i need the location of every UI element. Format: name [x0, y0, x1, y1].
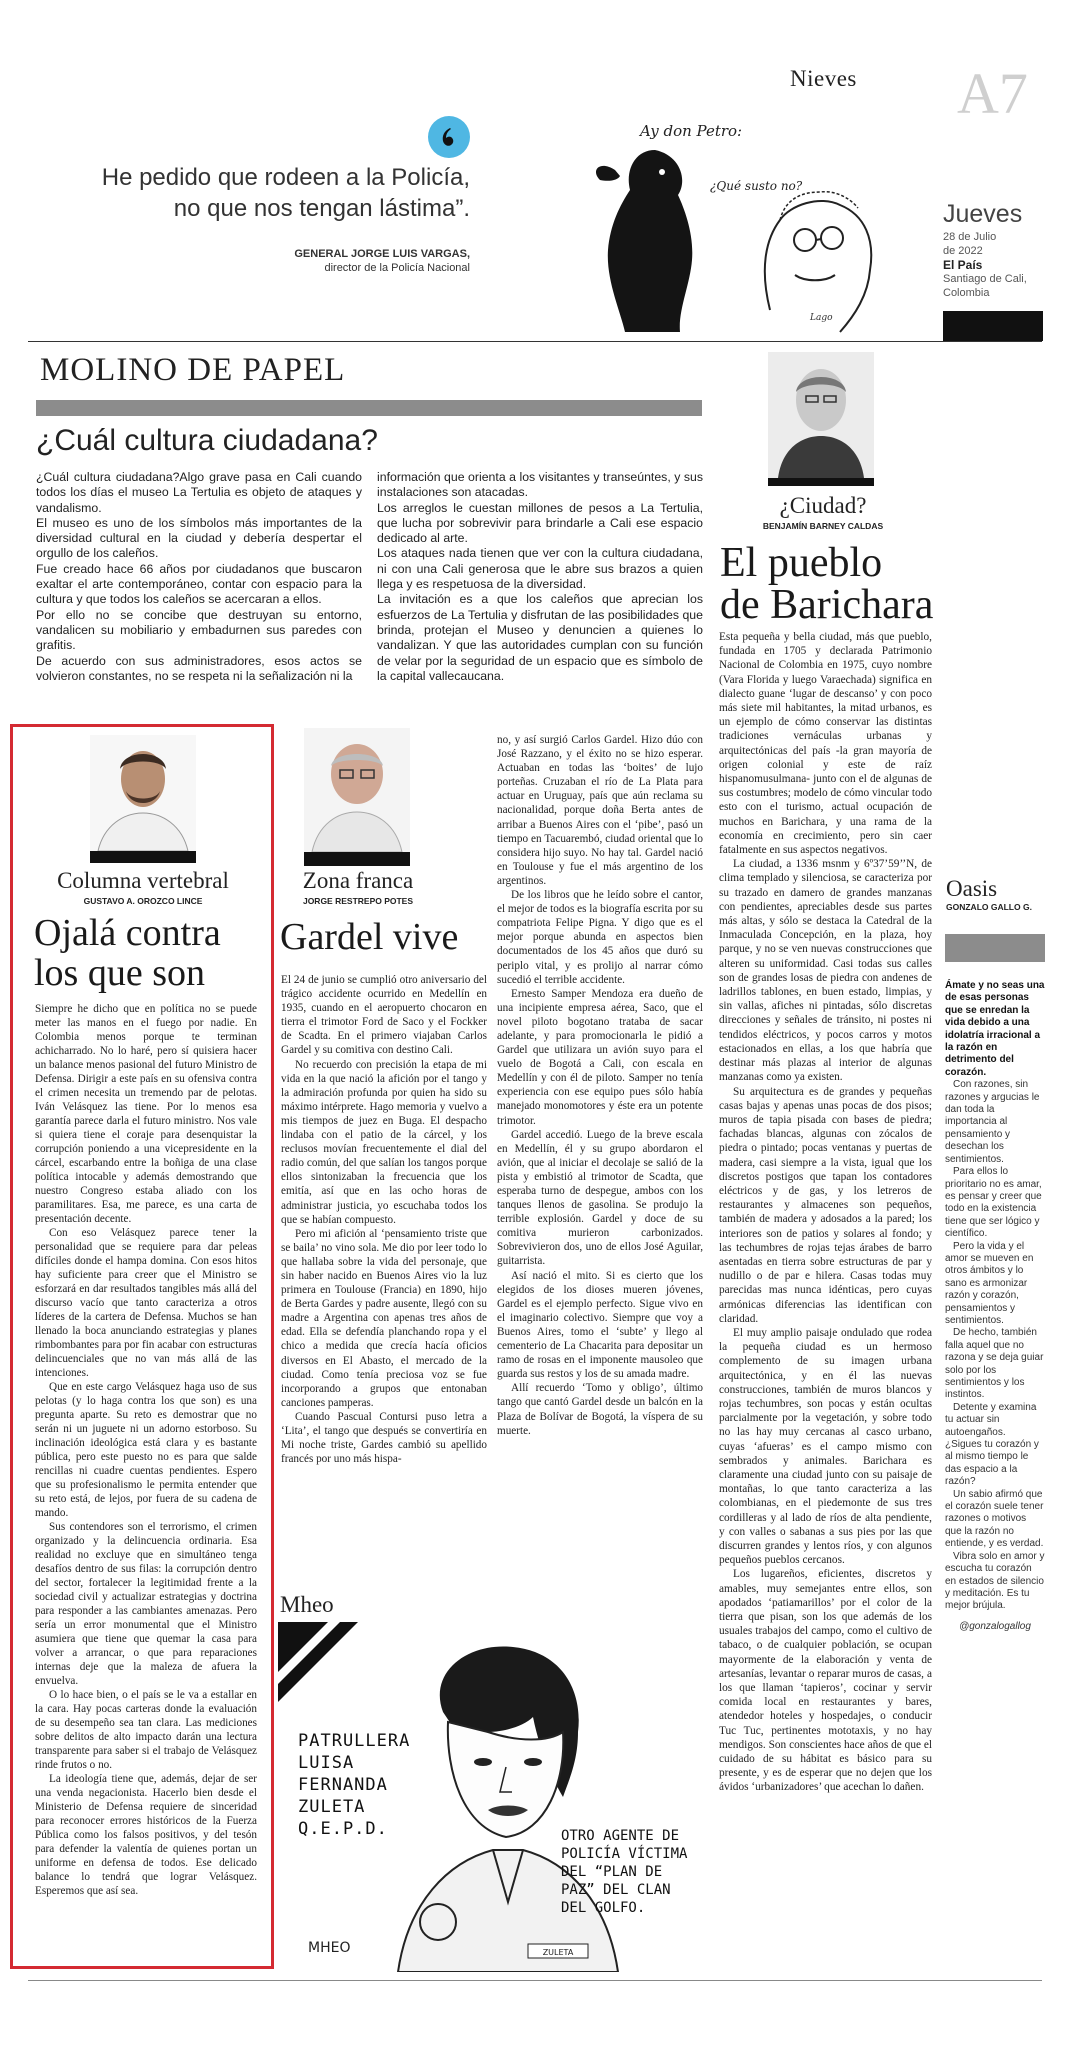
- author-photo-restrepo: [304, 728, 410, 866]
- columna-kicker: Columna vertebral: [57, 868, 229, 893]
- molino-headline: ¿Cuál cultura ciudadana?: [36, 424, 378, 457]
- zona-col-2: [497, 733, 703, 1438]
- year-label: de 2022: [943, 245, 983, 257]
- oasis-p6: Un sabio afirmó que el corazón suele tener razones o motivos que la razón no entiende, y es verdad.: [945, 1488, 1044, 1550]
- oasis-p1: Con razones, sin razones y argucias le dan toda la importancia al pensamiento y desechan los sentimientos.: [945, 1079, 1040, 1165]
- ciudad-p5: Los lugareños, eficientes, discretos y amables, muy semejantes entre ellos, son apodados ‘patiamarillos’ por el color de la tierra que pisan, son los que además de los usuales trabajos del campo, como el cultivo de tabaco, o de cualquier población, se ocupan mayormente de la elaboración y venta de artesanías, levantar o reparar muros de casas, a los que llaman ‘tapieros’, cocinar y servir comida local en restaurantes y bares, atendedor hoteles y hospedajes, o conducir Tuc Tuc, pertinentes mototaxis, y no hay mendigos. Son conscientes hace años de que el cuidado de su hábitat es básico para su presente, y es de esperar que no dejen que los ávidos ‘urbanizadores’ que acechan lo dañen.: [719, 1568, 932, 1794]
- zona-p5: no, y así surgió Carlos Gardel. Hizo dúo con José Razzano, y el éxito no se hizo esperar. Actuaban en todas las ‘boites’ de lujo porteñas. Cruzaban el río de La Plata para actuar en Uruguay, país que aún reclama su nacionalidad, porque doña Berta antes de arribar a Buenos Aires con el ‘pibe’, pasó un tiempo en Tacuarembó, ciudad oriental que lo considera hijo suyo. No hay tal. Gardel nació en Toulouse y fue el más argentino de los argentinos.: [497, 734, 703, 887]
- ciudad-body: [719, 630, 932, 1795]
- ciudad-headline-2: de Barichara: [720, 582, 934, 628]
- molino-col-1: [36, 470, 362, 684]
- oasis-p5: Detente y examina tu actuar sin autoengaños. ¿Sigues tu corazón y al mismo tiempo le das espacio a la razón?: [945, 1401, 1039, 1488]
- columna-author: GUSTAVO A. OROZCO LINCE: [83, 896, 203, 906]
- columna-headline-1: Ojalá contra: [34, 912, 221, 954]
- cartoon-bubble: ¿Qué susto no?: [710, 179, 803, 193]
- columna-headline: [34, 913, 221, 993]
- molino-p4: Por ello no se concibe que destruyan su entorno, vandalicen su mobiliario y embadurnen sus paredes con grafitis.: [36, 607, 362, 653]
- dateline-black-bar: [943, 311, 1043, 341]
- day-label: Jueves: [943, 200, 1023, 228]
- molino-p7: Los arreglos le cuestan millones de pesos a La Tertulia, que lucha por sobrevivir para brindarle a Cali ese espacio dedicado al arte.: [377, 500, 703, 546]
- zona-p9: Así nació el mito. Si es cierto que los elegidos de los dioses mueren jóvenes, Gardel es el ejemplo perfecto. Sigue vivo en el imaginario colectivo. Siempre que voy a Buenos Aires, tomo el ‘subte’ y llego al cementerio de La Chacarita para depositar un ramo de rosas en el imponente mausoleo que guarda sus restos y los de su amada madre.: [497, 1269, 703, 1381]
- columna-p5: O lo hace bien, o el país se le va a estallar en la cara. Hay pocas carteras donde la evaluación de su desempeño sea tan clara. Las mediciones sobre delitos de alto impacto darán una lectura transparente para saber si el trabajo de Velásquez rinde frutos o no.: [35, 1689, 257, 1771]
- molino-p5: De acuerdo con sus administradores, esos actos se volvieron constantes, no se respeta ni la señalización ni la: [36, 653, 362, 683]
- oasis-p3: Pero la vida y el amor se mueven en otros ámbitos y lo sano es armonizar razón y corazón, pensamientos y sentimientos.: [945, 1240, 1034, 1326]
- molino-p2: El museo es uno de los símbolos más importantes de la diversidad cultural en la ciudad y debería despertar el orgullo de los caleños.: [36, 515, 362, 561]
- molino-p9: La invitación es a que los caleños que aprecian los esfuerzos de La Tertulia y disfrutan de las posibilidades que brinda, protejan el Museo y denuncien a quienes lo vandalizan. Y que las autoridades cumplan con su función de velar por la seguridad de un espacio que es símbolo de la capital vallecaucana.: [377, 592, 703, 683]
- quote-line-1: He pedido que rodeen a la Policía,: [101, 164, 470, 191]
- oasis-p7: Vibra solo en amor y escucha tu corazón en estados de silencio y meditación. Es tu mejor brújula.: [945, 1550, 1045, 1612]
- ciudad-p3: Su arquitectura es de grandes y pequeñas casas bajas y apenas unas pocas de dos pisos; muros de tapia pisada con bases de piedra; fachadas blancas, algunas con zócalos de piedra o pintado; pocas ventanas y puertas de madera, casi siempre a la vista, igual que los discretos postigos que tapan los contadores eléctricos y de gas, y los letreros de restaurantes y almacenes son pequeños, también de madera y adosados a la pared; los interiores son de patios y solares al fondo; y las techumbres de rojas tejas árabes de barro asentadas en tierra sobre estructuras de par y nudillo o de par e hilera. Casas todas muy parecidas mas nunca idénticas, pero cuyas armónicas diferencias las identifican con claridad.: [719, 1085, 932, 1325]
- zona-p7: Ernesto Samper Mendoza era dueño de una incipiente empresa aérea, Saco, que el novel piloto bogotano trataba de sacar adelante, y para promocionarla le pidió a Gardel que utilizara un avión suyo para el vuelo de Bogotá a Cali, con escala en Medellín y con él de piloto. Samper no tenía experiencia con ese equipo pues sólo había manejado monomotores y éste era un potente trimotor.: [497, 987, 703, 1127]
- quote-author-role: director de la Policía Nacional: [324, 262, 470, 274]
- columna-body: [35, 1002, 257, 1898]
- page-number: A7: [957, 61, 1028, 126]
- ciudad-p4: El muy amplio paisaje ondulado que rodea la pequeña ciudad es un hermoso complemento de su imagen urbana arquitectónica, y en él las nuevas construcciones, también de muros blancos y rojas techumbres, son pocas y están ocultas parcialmente por la vegetación, y sobre todo no las hay muy cercanas al casco urbano, cuyas ‘afueras’ es el campo mismo con sembrados y animales. Barichara es claramente una ciudad junto con su paisaje de montañas, lo que tanto caracteriza a las colombianas, en el piedemonte de sus tres cordilleras y al lado de ríos de alta pendiente, y con valles o sabanas a sus pies por las que discurren grandes y lentos ríos, y con algunos pequeños pueblos cercanos.: [719, 1326, 932, 1567]
- columna-p6: La ideología tiene que, además, dejar de ser una venda negacionista. Hacerlo bien desde el Ministerio de Defensa requiere de sinceridad para reconocer errores históricos de la Fuerza Pública como los falsos positivos, y del tesón para defender la valentía de quienes portan un uniforme en defensa de todos. Ese delicado balance lo tendrá que lograr Velásquez. Esperemos que así sea.: [35, 1773, 257, 1897]
- columna-p1: Siempre he dicho que en política no se puede meter las manos en el fuego por nadie. En Colombia menos porque te terminan achicharrado. No lo haré, pero sí quisiera hacer un balance menos pasional del futuro Ministro de Defensa. Dirigir a este país en su ofensiva contra el crimen necesita un tremendo par de pelotas. Iván Velásquez las tiene. Por lo menos esa garantía parece darla el futuro ministro. Nos vale si quiera tiene el coraje para desenquistar la corrupción poniendo a una vicepresidente en la cárcel, escarbando entre la boñiga de una clase política intocable y además demostrando que nuestro Congreso estaba aliado con los paramilitares. Esa, me parece, es una carta de presentación decente.: [35, 1003, 257, 1225]
- mheo-cartoon: [278, 1622, 708, 1972]
- oasis-p4: De hecho, también falla aquel que no razona y se deja guiar solo por los sentimientos y los instintos.: [945, 1327, 1044, 1401]
- city-label: Santiago de Cali,: [943, 273, 1027, 285]
- mheo-text-left: PATRULLERA LUISA FERNANDA ZULETA Q.E.P.D.: [298, 1731, 411, 1839]
- columna-p3: Que en este cargo Velásquez haga uso de sus pelotas (y lo haga contra los que son) es una pregunta aparte. Su reto es demostrar que no serán ni un juguete ni un adorno estorboso. Su inclinación ideológica está clara y es bastante pública, pero este puesto no es para que salde rencillas ni cuadre cuentas pendientes. Espero que su profesionalismo le permita entender que su reto está, de lejos, por fuera de su cadena de mando.: [35, 1381, 257, 1519]
- zona-p10: Allí recuerdo ‘Tomo y obligo’, último tango que cantó Gardel desde un balcón en la Plaza de Bolívar de Bogotá, la víspera de su muerte.: [497, 1382, 703, 1437]
- molino-p8: Los ataques nada tienen que ver con la cultura ciudadana, ni con una Cali generosa que le abre sus brazos a quien llega y es respetuosa de la diversidad.: [377, 546, 703, 592]
- mheo-badge: ZULETA: [542, 1948, 574, 1957]
- oasis-lead: Ámate y no seas una de esas personas que se enredan la vida debido a una idolatría irracional a la razón en detrimento del corazón.: [945, 980, 1045, 1078]
- author-photo-barney: [768, 352, 874, 486]
- author-photo-orozco: [90, 735, 196, 863]
- oasis-body: [945, 980, 1045, 1633]
- date-label: 28 de Julio: [943, 231, 997, 243]
- columna-p2: Con eso Velásquez parece tener la personalidad que se requiere para dar peleas difíciles donde el hampa domina. Con esos hitos hay suficiente para creer que el Ministro se esforzará en dar resultados tangibles más allá del discurso vacío que tanto caracteriza a otros líderes de la cartera de Defensa. Muchos se han llenado la boca anunciando estrategias y planes rimbombantes para por fin acabar con estructuras delincuenciales que no van más allá de las intenciones.: [35, 1227, 257, 1379]
- ciudad-p2: La ciudad, a 1336 msnm y 6º37’59’’N, de clima templado y silenciosa, se caracteriza por su trazado en damero de grandes manzanas con pendientes, apreciables desde sus partes más altas, y sólo se destaca la Catedral de la Inmaculada Concepción, en la plaza, hoy parque, y no se ven nuevas construcciones que alteren su uniformidad. Casi todas sus calles son de grandes losas de piedra con andenes de ladrillos tablones, en buen estado, limpias, y sin vallas, afiches ni pintadas, sólo discretas direcciones y señales de tránsito, ni postes ni tendidos eléctricos, y pocos carros y motos estacionados en ellas, a los que habría que destinar más plazas al interior de algunas manzanas como ya existen.: [719, 858, 932, 1084]
- quote-icon: [428, 116, 470, 158]
- newspaper-name: El País: [943, 258, 983, 272]
- dateline: [943, 200, 1073, 300]
- mheo-signature: MHEO: [308, 1940, 351, 1956]
- molino-col-2: [377, 470, 703, 684]
- ciudad-kicker: ¿Ciudad?: [779, 493, 867, 518]
- section-name: Nieves: [790, 66, 857, 91]
- molino-p6: información que orienta a los visitantes y transeúntes, y sus instalaciones son atacadas.: [377, 470, 703, 500]
- zona-col-1: [281, 973, 487, 1466]
- editorial-cartoon-top: [580, 110, 930, 335]
- country-label: Colombia: [943, 287, 990, 299]
- ciudad-headline-1: El pueblo: [720, 540, 883, 586]
- oasis-author: GONZALO GALLO G.: [946, 902, 1032, 912]
- oasis-gray-bar: [945, 934, 1045, 962]
- mheo-text-right: OTRO AGENTE DE POLICÍA VÍCTIMA DEL “PLAN DE PAZ” DEL CLAN DEL GOLFO.: [561, 1828, 688, 1916]
- quote-line-2: no que nos tengan lástima”.: [173, 195, 470, 222]
- cartoon-signature: Lago: [810, 313, 833, 323]
- zona-p6: De los libros que he leído sobre el cantor, el mejor de todos es la biografía escrita por su compatriota Felipe Pigna. Y digo que es el mejor porque abunda en aspectos bien documentados de los 45 años que duró su periplo vital, y es prolijo al narrar cómo sucedió el terrible accidente.: [497, 889, 703, 986]
- oasis-p2: Para ellos lo prioritario no es amar, es pensar y creer que todo en la existencia tiene que ser lógico y científico.: [945, 1166, 1042, 1240]
- mheo-label: Mheo: [280, 1592, 334, 1617]
- zona-kicker: Zona franca: [302, 868, 414, 893]
- columna-p4: Sus contendores son el terrorismo, el crimen organizado y la delincuencia ordinaria. Esa realidad no excluye que en simultáneo tenga desafíos dentro de sus filas: la corrupción dentro del sector, fortalecer la legitimidad frente a la sociedad civil y actualizar estrategias y doctrina para responder a las cambiantes amenazas. Pero sería un error monumental que el Ministro asumiera que tiene que quemar la casa para volver a arrancar, o que para reparaciones internas deje que la maleza de afuera la envuelva.: [35, 1521, 257, 1687]
- quote-author: GENERAL JORGE LUIS VARGAS,: [294, 248, 470, 260]
- zona-p2: No recuerdo con precisión la etapa de mi vida en la que nació la afición por el tango y la admiración profunda por quien ha sido su máximo intérprete. Hago memoria y vuelvo a mis tiempos de juez en Buga. El despacho lindaba con el patio de la cárcel, y los reclusos movían frecuentemente el dial del radio común, del que salían los tangos porque ellos sintonizaban la frecuencia que los emitía, así que en las ocho horas de administrar justicia, yo escuchaba todos los que se habían compuesto.: [281, 1058, 487, 1226]
- zona-author: JORGE RESTREPO POTES: [302, 896, 414, 906]
- molino-p1: ¿Cuál cultura ciudadana?Algo grave pasa en Cali cuando todos los días el museo La Tertulia es objeto de ataques y vandalismo.: [36, 470, 362, 515]
- zona-headline: Gardel vive: [280, 916, 459, 958]
- quote-text: [100, 162, 470, 224]
- ciudad-headline: [720, 542, 933, 626]
- zona-p8: Gardel accedió. Luego de la breve escala en Medellín, él y su grupo abordaron el avión, que al iniciar el decolaje se salió de la pista y embistió al trimotor de Scadta, que esperaba turno de despegue, ambos con los tanques llenos de gasolina. Se produjo la terrible explosión. Gardel y doce de su comitiva murieron carbonizados. Sobrevivieron dos, uno de ellos José Aguilar, guitarrista.: [497, 1128, 703, 1268]
- zona-p4: Cuando Pascual Contursi puso letra a ‘Lita’, el tango que después se convertiría en Mi noche triste, Gardes cambió su apellido francés por uno más hispa-: [281, 1410, 487, 1466]
- ciudad-p1: Esta pequeña y bella ciudad, más que pueblo, fundada en 1705 y declarada Patrimonio Nacional de Colombia en 1975, cuyo nombre (Vara Florida y luego Varaechada) significa en dialecto guane ‘lugar de descanso’ y con poco más siete mil habitantes, la mitad urbanos, es un ejemplo de cómo conservar las distintas tradiciones vernáculas urbanas y arquitectónicas del país -la gran mayoría de origen colonial y este de raíz hispanomusulmana- junto con el de algunas de sus costumbres; modelo de cómo vincular todo esto con el turismo, actual ocupación de muchos en Barichara, y una rama de la economía en crecimiento, pero sin caer fatalmente en sus aspectos negativos.: [719, 631, 932, 857]
- molino-section-title: MOLINO DE PAPEL: [40, 352, 346, 388]
- molino-gray-bar: [36, 400, 702, 416]
- molino-p3: Fue creado hace 66 años por ciudadanos que buscaron exaltar el arte contemporáneo, contar con espacio para la cultura y que todos los caleños se acercaran a ellos.: [36, 561, 362, 607]
- zona-p3: Pero mi afición al ‘pensamiento triste que se baila’ no vino sola. Me dio por leer todo lo que hallaba sobre la vida del personaje, que sin haber nacido en Buenos Aires vio la luz primera en Toulouse (Francia) en 1890, hijo de Berta Gardes y padre ausente, llegó con su madre a Argentina con apenas tres años de edad. Ella se defendía planchando ropa y el chico a medida que crecía hacía oficios diversos en El Abasto, el mercado de la ciudad. Como tenía preciosa voz se fue incorporando a grupos que entonaban canciones pamperas.: [281, 1227, 487, 1409]
- header-rule: [28, 341, 1042, 342]
- cartoon-caption: Ay don Petro:: [640, 122, 743, 140]
- ciudad-author: BENJAMÍN BARNEY CALDAS: [762, 521, 884, 531]
- zona-p1: El 24 de junio se cumplió otro aniversario del trágico accidente ocurrido en Medellín en 1935, cuando en el aeropuerto chocaron en tierra el trimotor Ford de Saco y el Fockker de Scadta. En el primero viajaban Carlos Gardel y su comitiva con destino Cali.: [281, 974, 487, 1057]
- oasis-kicker: Oasis: [946, 876, 998, 901]
- quote-attribution: [200, 247, 470, 275]
- oasis-handle: @gonzalogallog: [959, 1620, 1031, 1632]
- columna-headline-2: los que son: [34, 952, 205, 994]
- bottom-rule: [28, 1980, 1042, 1981]
